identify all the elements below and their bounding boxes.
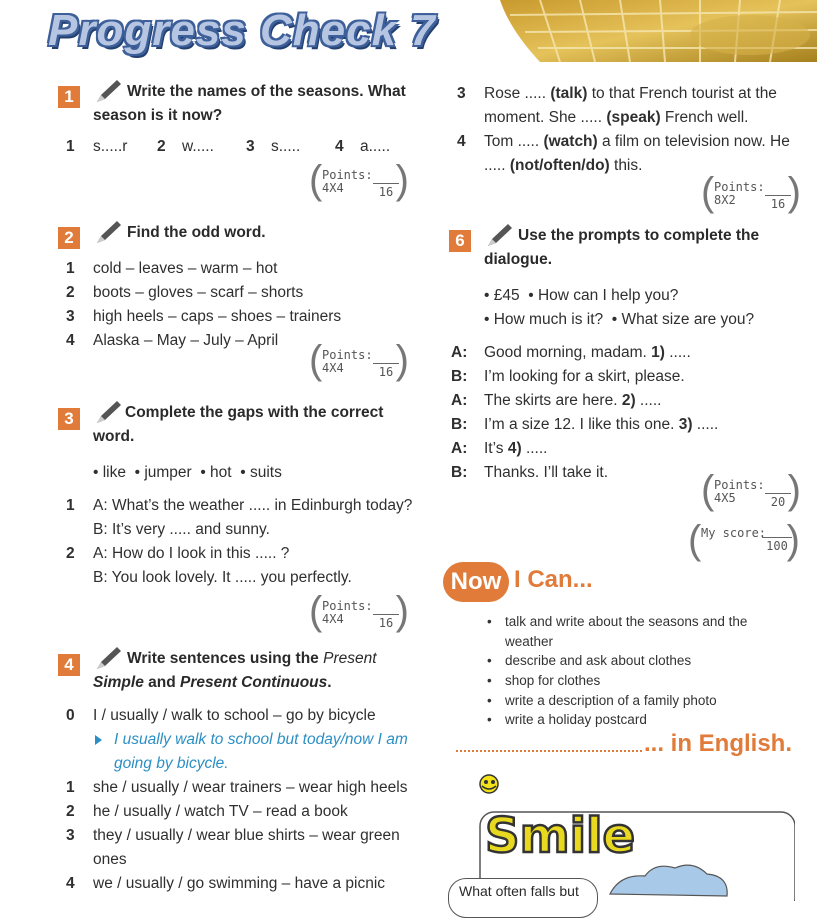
arrow-icon bbox=[95, 735, 102, 745]
section-number: 3 bbox=[58, 408, 80, 430]
points-box: ( Points: 4X4 16 ) bbox=[309, 338, 409, 382]
item-text: a..... bbox=[360, 138, 391, 155]
item-number: 4 bbox=[66, 875, 75, 892]
dialogue-line: It’s 4) ..... bbox=[484, 440, 548, 457]
dialogue-line: Thanks. I’ll take it. bbox=[484, 464, 609, 481]
prompt-list: • How much is it? • What size are you? bbox=[484, 311, 755, 328]
item-text: s..... bbox=[271, 138, 301, 155]
ican-heading: I Can... bbox=[514, 566, 593, 593]
in-english-label: ... in English. bbox=[644, 730, 793, 757]
joke-bubble: What often falls but bbox=[448, 878, 598, 918]
page-title: Progress Check 7 bbox=[48, 6, 436, 55]
example-answer: I usually walk to school but today/now I am bbox=[114, 731, 408, 748]
smile-logo: Smile bbox=[485, 808, 636, 864]
speaker-label: A: bbox=[451, 392, 468, 409]
item-number: 1 bbox=[66, 497, 75, 514]
item-text: they / usually / wear blue shirts – wear green bbox=[93, 827, 400, 844]
speaker-label: B: bbox=[451, 464, 468, 481]
section-heading: Complete the gaps with the correct bbox=[125, 404, 384, 421]
pencil-icon bbox=[93, 645, 123, 671]
points-box: ( Points: 4X4 16 ) bbox=[309, 589, 409, 633]
item-number: 1 bbox=[66, 779, 75, 796]
prompt-list: • £45 • How can I help you? bbox=[484, 287, 679, 304]
section-number: 6 bbox=[449, 230, 471, 252]
points-box: ( Points: 8X2 16 ) bbox=[701, 170, 801, 214]
dialogue-line: The skirts are here. 2) ..... bbox=[484, 392, 662, 409]
item-number: 1 bbox=[66, 260, 75, 277]
item-text: A: What’s the weather ..... in Edinburgh today? bbox=[93, 497, 413, 514]
example-text: I / usually / walk to school – go by bicycle bbox=[93, 707, 376, 724]
pencil-icon bbox=[93, 399, 123, 425]
section-number: 1 bbox=[58, 86, 80, 108]
item-text: Rose ..... (talk) to that French tourist at the bbox=[484, 85, 777, 102]
item-number: 2 bbox=[66, 284, 75, 301]
item-number: 4 bbox=[335, 138, 344, 155]
item-number: 3 bbox=[66, 308, 75, 325]
item-text: ..... (not/often/do) this. bbox=[484, 157, 643, 174]
item-number: 3 bbox=[66, 827, 75, 844]
section-heading: word. bbox=[93, 428, 135, 445]
item-number: 1 bbox=[66, 138, 75, 155]
section-heading: Use the prompts to complete the bbox=[518, 227, 760, 244]
item-text: high heels – caps – shoes – trainers bbox=[93, 308, 342, 325]
speaker-label: A: bbox=[451, 440, 468, 457]
item-number: 0 bbox=[66, 707, 75, 724]
section-heading: Simple and Present Continuous. bbox=[93, 674, 332, 691]
section-heading: Write the names of the seasons. What bbox=[127, 83, 406, 100]
speaker-label: A: bbox=[451, 344, 468, 361]
points-box: ( Points: 4X5 20 ) bbox=[701, 468, 801, 512]
pencil-icon bbox=[484, 222, 514, 248]
example-answer: going by bicycle. bbox=[114, 755, 229, 772]
item-number: 3 bbox=[246, 138, 255, 155]
item-text: w..... bbox=[182, 138, 214, 155]
item-text: s.....r bbox=[93, 138, 128, 155]
item-text: boots – gloves – scarf – shorts bbox=[93, 284, 304, 301]
item-text: Tom ..... (watch) a film on television now. He bbox=[484, 133, 790, 150]
item-text: A: How do I look in this ..... ? bbox=[93, 545, 290, 562]
item-text: moment. She ..... (speak) French well. bbox=[484, 109, 749, 126]
dialogue-line: Good morning, madam. 1) ..... bbox=[484, 344, 691, 361]
item-number: 3 bbox=[457, 85, 466, 102]
word-bank: • like • jumper • hot • suits bbox=[93, 464, 282, 481]
section-number: 4 bbox=[58, 654, 80, 676]
item-text: we / usually / go swimming – have a picnic bbox=[93, 875, 386, 892]
item-number: 4 bbox=[66, 332, 75, 349]
section-heading: season is it now? bbox=[93, 107, 223, 124]
dialogue-line: I’m looking for a skirt, please. bbox=[484, 368, 685, 385]
item-text: cold – leaves – warm – hot bbox=[93, 260, 278, 277]
speaker-label: B: bbox=[451, 368, 468, 385]
pencil-icon bbox=[93, 219, 123, 245]
section-heading: Write sentences using the Present bbox=[127, 650, 377, 667]
points-box: ( Points: 4X4 16 ) bbox=[309, 158, 409, 202]
item-number: 2 bbox=[157, 138, 166, 155]
now-badge: Now bbox=[443, 562, 509, 602]
item-text: she / usually / wear trainers – wear high heels bbox=[93, 779, 408, 796]
item-number: 2 bbox=[66, 803, 75, 820]
item-number: 2 bbox=[66, 545, 75, 562]
item-text: B: You look lovely. It ..... you perfectly. bbox=[93, 569, 352, 586]
score-box: ( My score: 100 ) bbox=[688, 518, 800, 562]
item-number: 4 bbox=[457, 133, 466, 150]
item-text: ones bbox=[93, 851, 127, 868]
item-text: Alaska – May – July – April bbox=[93, 332, 279, 349]
item-text: B: It’s very ..... and sunny. bbox=[93, 521, 270, 538]
list-item-continuation: weather bbox=[505, 634, 554, 649]
section-heading: dialogue. bbox=[484, 251, 553, 268]
dialogue-line: I’m a size 12. I like this one. 3) ..... bbox=[484, 416, 719, 433]
section-number: 2 bbox=[58, 227, 80, 249]
header-photo bbox=[500, 0, 817, 62]
speaker-label: B: bbox=[451, 416, 468, 433]
dotted-divider bbox=[456, 750, 642, 752]
pencil-icon bbox=[93, 78, 123, 104]
section-heading: Find the odd word. bbox=[127, 224, 266, 241]
item-text: he / usually / watch TV – read a book bbox=[93, 803, 348, 820]
